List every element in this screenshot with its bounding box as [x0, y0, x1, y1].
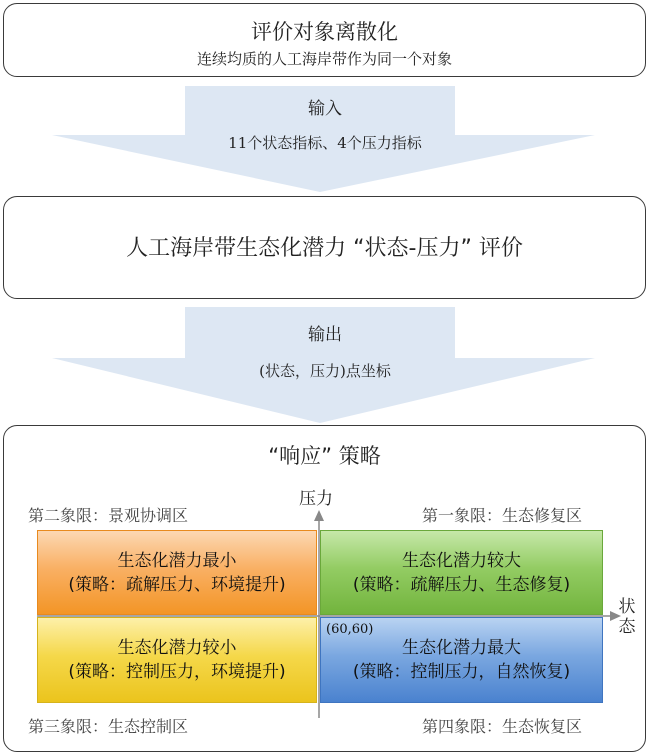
step2-title: 人工海岸带生态化潜力 “状态-压力” 评价 [126, 236, 523, 261]
quadrant-3-label: 第三象限：生态控制区 [28, 717, 189, 736]
step1-subtitle: 连续均质的人工海岸带作为同一个对象 [196, 50, 452, 68]
output-arrow-detail: (状态，压力)点坐标 [259, 362, 391, 380]
y-axis-arrowhead [314, 510, 324, 521]
step3-title: “响应” 策略 [268, 444, 381, 468]
quadrant-top-left-title: 生态化潜力最小 [117, 550, 237, 571]
quadrant-2-label: 第二象限：景观协调区 [28, 506, 189, 525]
output-arrow-label: 输出 [308, 325, 342, 345]
quadrant-bottom-right-strategy: (策略：控制压力，自然恢复) [352, 662, 571, 682]
step1-title: 评价对象离散化 [251, 20, 398, 44]
quadrant-top-left-strategy: (策略：疏解压力、环境提升) [68, 574, 286, 595]
quadrant-1-label: 第一象限：生态修复区 [422, 506, 583, 525]
y-axis-label: 压力 [299, 489, 333, 509]
quadrant-bottom-left-title: 生态化潜力较小 [117, 638, 237, 658]
quadrant-4-label: 第四象限：生态恢复区 [422, 717, 583, 736]
input-arrow-detail: 11个状态指标、4个压力指标 [228, 134, 422, 152]
origin-coordinate-label: (60,60) [326, 622, 374, 637]
quadrant-top-right-title: 生态化潜力较大 [402, 550, 521, 571]
quadrant-top-right-strategy: (策略：疏解压力、生态修复) [352, 574, 571, 595]
x-axis-label: 状态 [618, 597, 636, 637]
quadrant-bottom-right-title: 生态化潜力最大 [402, 638, 521, 658]
quadrant-bottom-left-strategy: (策略：控制压力，环境提升) [68, 662, 286, 682]
input-arrow-label: 输入 [308, 99, 342, 119]
